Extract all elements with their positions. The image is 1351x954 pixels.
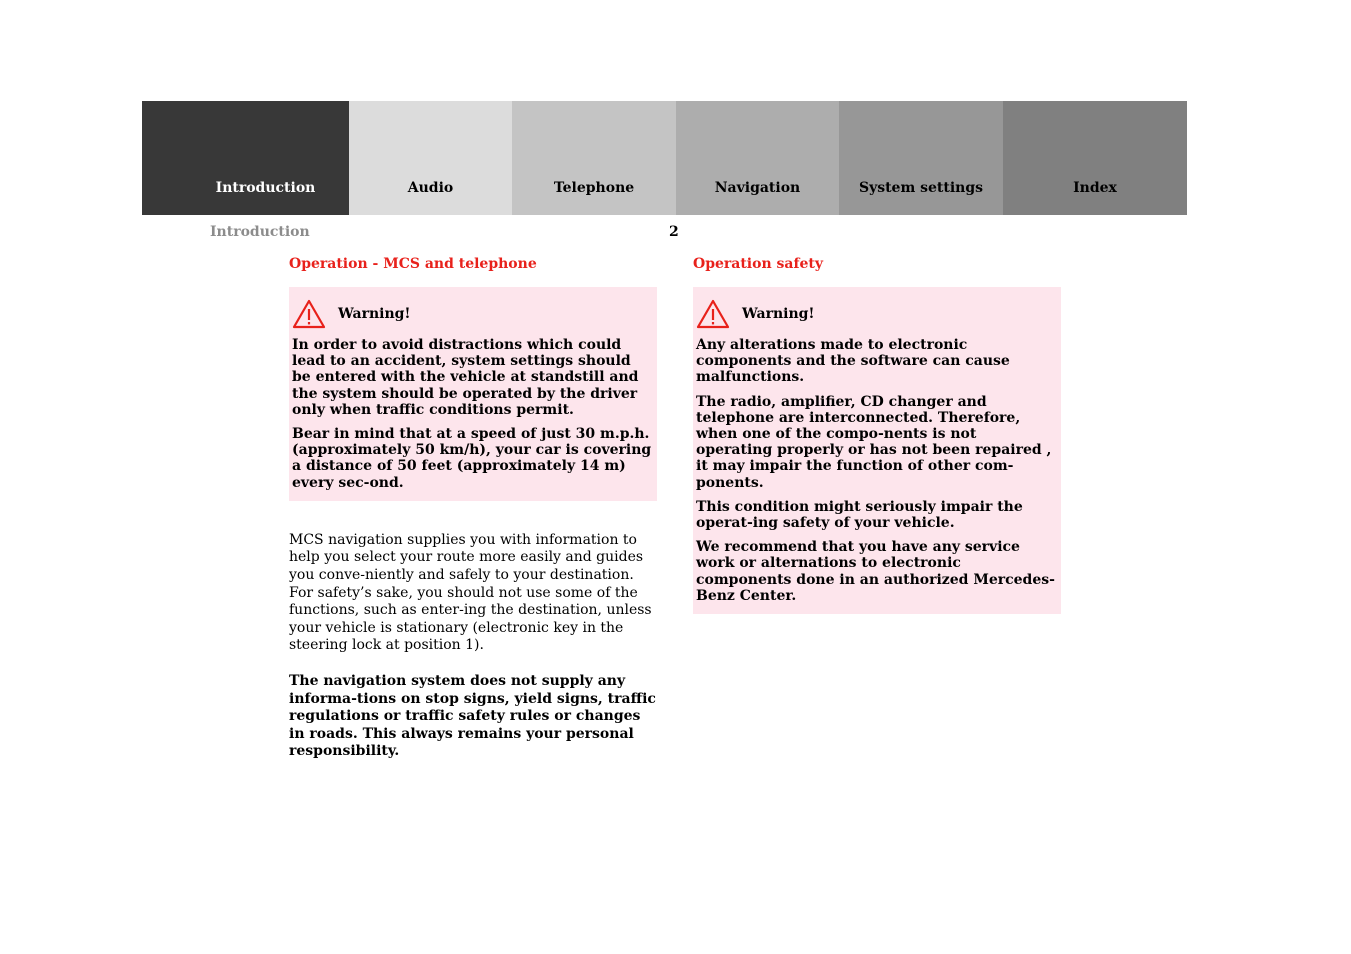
warning-triangle-icon <box>696 299 730 329</box>
tab-label: System settings <box>858 180 984 196</box>
section-title-safety: Operation safety <box>693 256 823 272</box>
chapter-tabs <box>142 101 1187 215</box>
warning-box-alterations <box>693 287 1061 614</box>
section-title-mcs: Operation - MCS and telephone <box>289 256 537 272</box>
tab-index[interactable] <box>1003 101 1187 215</box>
tab-label: Index <box>1073 180 1117 196</box>
warning-paragraph: We recommend that you have any service work or alternations to electronic components done in an authorized Mercedes-Benz Center. <box>696 539 1055 604</box>
body-paragraph: MCS navigation supplies you with information to help you select your route more easily and guides you conve-niently and safely to your destination. For safety’s sake, you should not use some of the functions, such as enter-ing the destination, unless your vehicle is stationary (electronic key in the steering lock at position 1). <box>289 531 652 654</box>
warning-paragraph: The radio, amplifier, CD changer and telephone are interconnected. Therefore, when one of the compo-nents is not operating properly or has not been repaired , it may impair the function of other com-ponents. <box>696 393 1052 491</box>
tab-introduction[interactable] <box>142 101 349 215</box>
warning-box-distraction <box>289 287 657 501</box>
tab-telephone[interactable] <box>512 101 676 215</box>
warning-header <box>696 299 1057 329</box>
tab-system-settings[interactable] <box>839 101 1003 215</box>
running-head: Introduction <box>210 224 310 240</box>
page-number: 2 <box>669 224 679 240</box>
warning-header <box>292 299 653 329</box>
warning-label: Warning! <box>338 306 411 322</box>
warning-label: Warning! <box>742 306 815 322</box>
tab-audio[interactable] <box>349 101 512 215</box>
right-column <box>693 256 1061 614</box>
warning-paragraph: In order to avoid distractions which could lead to an accident, system settings should be entered with the vehicle at standstill and the system should be operated by the driver only when traffic conditions permit. <box>292 337 639 418</box>
responsibility-note: The navigation system does not supply any informa-tions on stop signs, yield signs, traffic regulations or traffic safety rules or changes in roads. This always remains your personal responsibility. <box>289 672 656 760</box>
tab-label: Telephone <box>553 180 635 196</box>
warning-triangle-icon <box>292 299 326 329</box>
tab-label: Introduction <box>215 180 316 196</box>
left-column <box>289 256 657 761</box>
tab-label: Navigation <box>714 180 801 196</box>
tab-label: Audio <box>407 180 454 196</box>
warning-paragraph: This condition might seriously impair the operat-ing safety of your vehicle. <box>696 498 1023 532</box>
warning-paragraph: Any alterations made to electronic components and the software can cause malfunctions. <box>696 337 1010 386</box>
warning-paragraph: Bear in mind that at a speed of just 30 m.p.h. (approximately 50 km/h), your car is covering a distance of 50 feet (approximately 14 m) every sec-ond. <box>292 426 652 491</box>
tab-navigation[interactable] <box>676 101 839 215</box>
